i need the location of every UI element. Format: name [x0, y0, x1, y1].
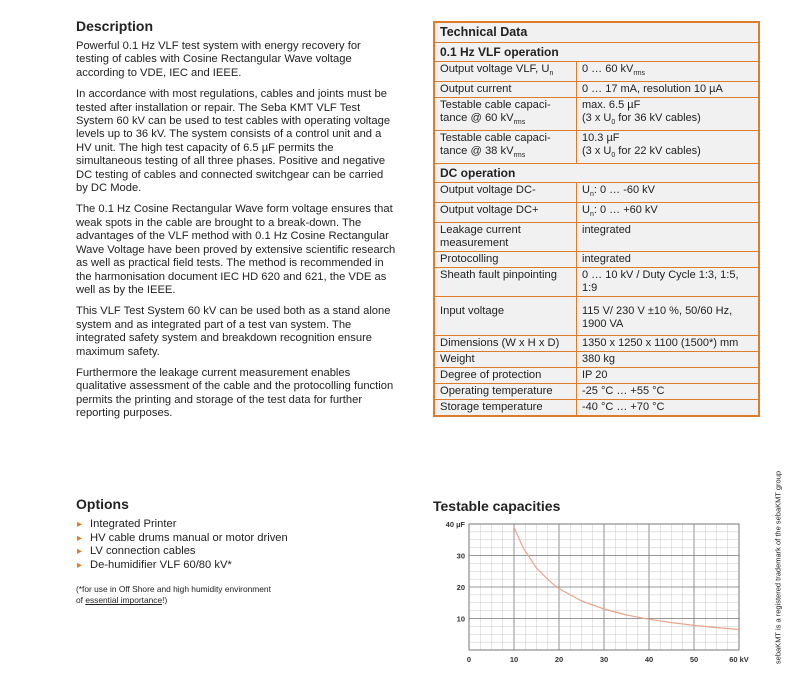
option-item: ▸ HV cable drums manual or motor driven [76, 532, 396, 546]
row-key: Input voltage [435, 297, 577, 335]
row-value: $U_n$: 0 … +60 kV [582, 204, 658, 218]
option-item: ▸ Integrated Printer [76, 518, 396, 532]
trademark-sidebar [771, 470, 785, 670]
x-tick-label: 40 [644, 655, 654, 664]
description-heading: Description [76, 18, 154, 34]
footnote-line [76, 595, 396, 606]
options-heading: Options [76, 496, 129, 512]
table-row [435, 368, 758, 384]
row-key: Leakage current measurement [435, 223, 577, 251]
x-tick-label: 10 [509, 655, 519, 664]
section-dc-operation: DC operation [435, 164, 758, 183]
x-tick-label: 20 [554, 655, 564, 664]
row-value: 1350 x 1250 x 1100 (1500*) mm [582, 337, 739, 349]
option-item: ▸ De-humidifier VLF 60/80 kV* [76, 559, 396, 573]
row-value: 0 … 60 $kV_{rms}$ [582, 63, 646, 77]
row-key: Storage temperature [435, 400, 577, 415]
row-key: Degree of protection [435, 368, 577, 383]
row-value: integrated [582, 253, 631, 265]
row-value: 0 … 10 kV / Duty Cycle 1:3, 1:5, 1:9 [582, 269, 739, 294]
table-row [435, 183, 758, 203]
footnote-prefix: of [76, 595, 86, 606]
row-value: max. 6.5 µF (3 x $U_0$ for 36 kV cables) [582, 99, 701, 126]
description-paragraph: This VLF Test System 60 kV can be used both as a stand alone system and as integrated part of a test van system. The integrated safety system and breakdown recognition ensure maximum safety. [76, 305, 391, 358]
trademark-text: sebaKMT is a registered trademark of the sebaKMT group [773, 470, 783, 665]
table-row [435, 203, 758, 223]
row-value: $U_n$: 0 … -60 kV [582, 184, 655, 198]
description-paragraph: The 0.1 Hz Cosine Rectangular Wave form voltage ensures that weak spots in the cable are brought to a break-down. The advantages of the VLF method with 0.1 Hz Cosine Rectangular Wave Voltage have been proved by extensive scientific research as well as practical field tests. The method is recommended in the harmonisation document IEC HD 620 and 621, the VDE as well as by the IEEE. [76, 203, 396, 296]
options-footnote [76, 584, 396, 606]
table-row [435, 352, 758, 368]
table-row [435, 384, 758, 400]
y-tick-label: 10 [456, 614, 465, 624]
row-key: Output current [435, 82, 577, 97]
option-item: ▸ LV connection cables [76, 545, 396, 559]
footnote-underlined: essential importance [85, 595, 163, 606]
table-row [435, 268, 758, 297]
row-key: Protocolling [435, 252, 577, 267]
table-row [435, 98, 758, 131]
row-value: IP 20 [582, 369, 608, 381]
x-tick-label: 0 [466, 655, 472, 664]
technical-data-title: Technical Data [435, 23, 758, 43]
y-tick-label: 20 [456, 583, 465, 592]
x-tick-label: 30 [599, 655, 609, 664]
row-value: 0 … 17 mA, resolution 10 µA [582, 83, 723, 95]
y-tick-label: 40 µF [445, 520, 465, 529]
footnote-line: (*for use in Off Shore and high humidity environment [76, 584, 271, 595]
table-row [435, 336, 758, 352]
table-row [435, 62, 758, 82]
description-section [76, 18, 396, 429]
x-tick-label: 60 kV [729, 655, 749, 664]
description-paragraph: Furthermore the leakage current measurement enables qualitative assessment of the cable and the protocolling function permits the printing and storage of the test data for further reporting purposes. [76, 366, 394, 420]
x-tick-label: 50 [689, 655, 699, 664]
row-value: -40 °C … +70 °C [582, 401, 665, 413]
row-value: -25 °C … +55 °C [582, 385, 665, 397]
y-tick-label: 30 [456, 551, 465, 561]
chart-title: Testable capacities [433, 498, 561, 514]
row-value: 380 kg [582, 353, 616, 365]
row-value: 10.3 µF (3 x $U_0$ for 22 kV cables) [582, 132, 701, 159]
table-row [435, 297, 758, 336]
table-row [435, 400, 758, 415]
footnote-suffix: !) [162, 595, 168, 606]
table-row [435, 223, 758, 252]
table-row [435, 252, 758, 268]
description-paragraph: In accordance with most regulations, cables and joints must be tested after installation or repair. The Seba KMT VLF Test System 60 kV can be used to test cables with operating voltage levels up to 36 kV. The system consists of a control unit and a HV unit. The high test capacity of 6.5 µF permits the simultaneous testing of all three phases. Positive and negative DC testing of cables and connected switchgear can be carried by DC Mode. [76, 88, 391, 195]
row-key: Output voltage DC- [435, 183, 577, 202]
row-value: integrated [582, 224, 631, 236]
row-key: Operating temperature [435, 384, 577, 399]
row-key: Output voltage DC+ [435, 203, 577, 222]
row-key: Weight [435, 352, 577, 367]
row-key: Testable cable capaci- tance @ 38 $kV_{rms}$ [435, 131, 577, 163]
row-key: Testable cable capaci- tance @ 60 $kV_{rms}$ [435, 98, 577, 130]
table-row [435, 131, 758, 164]
table-row [435, 82, 758, 98]
row-key: Output voltage VLF, $U_n$ [435, 62, 577, 81]
row-value: 115 V/ 230 V ±10 %, 50/60 Hz, 1900 VA [582, 305, 733, 330]
row-key: Sheath fault pinpointing [435, 268, 577, 296]
options-section [76, 496, 396, 606]
options-list [76, 518, 396, 572]
description-paragraph: Powerful 0.1 Hz VLF test system with energy recovery for testing of cables with Cosine Rectangular Wave voltage according to VDE, IEC and IEEE. [76, 40, 361, 79]
row-key: Dimensions (W x H x D) [435, 336, 577, 351]
technical-data-table [433, 21, 760, 417]
section-vlf-operation: 0.1 Hz VLF operation [435, 43, 758, 62]
capacity-chart [433, 516, 763, 668]
